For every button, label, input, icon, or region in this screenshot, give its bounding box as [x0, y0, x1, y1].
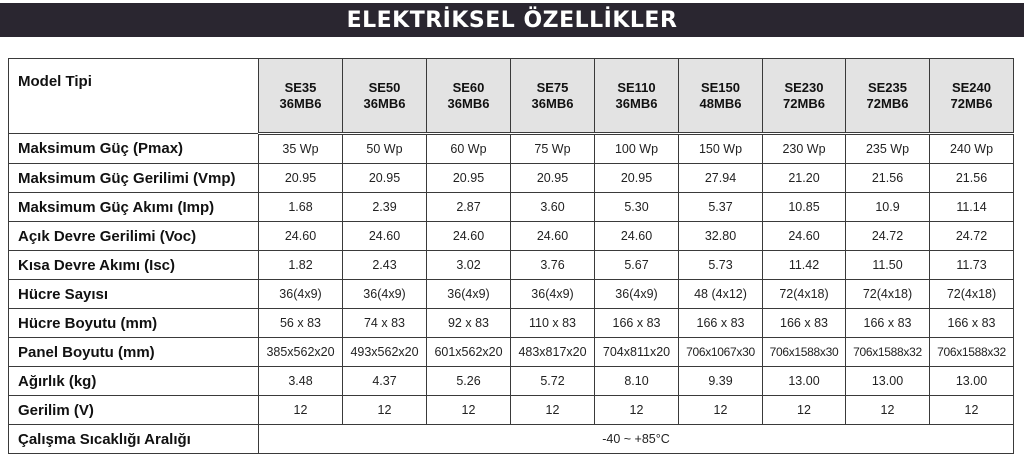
- spec-value: 1.68: [259, 193, 343, 222]
- spec-value: 20.95: [259, 164, 343, 193]
- model-type-label: Model Tipi: [9, 59, 259, 134]
- spec-value: 11.73: [930, 251, 1014, 280]
- spec-value: 20.95: [595, 164, 679, 193]
- model-header-cell: [679, 59, 763, 134]
- spec-value: 36(4x9): [259, 280, 343, 309]
- spec-value: 36(4x9): [511, 280, 595, 309]
- spec-value: 8.10: [595, 367, 679, 396]
- spec-value: 24.60: [427, 222, 511, 251]
- spec-value: 75 Wp: [511, 134, 595, 164]
- spec-value: 20.95: [511, 164, 595, 193]
- spec-value: 48 (4x12): [679, 280, 763, 309]
- spec-value: 12: [595, 396, 679, 425]
- spec-value: 13.00: [763, 367, 846, 396]
- spec-value: 12: [511, 396, 595, 425]
- spec-row: [9, 309, 1014, 338]
- spec-row: [9, 164, 1014, 193]
- model-header-cell: [427, 59, 511, 134]
- spec-value: 5.30: [595, 193, 679, 222]
- model-code: SE110: [617, 79, 656, 95]
- spec-value: 3.02: [427, 251, 511, 280]
- spec-value: 166 x 83: [846, 309, 930, 338]
- spec-value: 20.95: [343, 164, 427, 193]
- model-variant: 72MB6: [866, 95, 909, 111]
- model-variant: 72MB6: [950, 95, 993, 111]
- spec-value: 3.48: [259, 367, 343, 396]
- model-code: SE75: [536, 79, 569, 95]
- model-header-cell: [511, 59, 595, 134]
- spec-value: 24.60: [763, 222, 846, 251]
- model-variant: 36MB6: [279, 95, 322, 111]
- spec-value: 240 Wp: [930, 134, 1014, 164]
- model-variant: 36MB6: [363, 95, 406, 111]
- spec-value: 24.60: [343, 222, 427, 251]
- spec-value: 706x1588x32: [846, 338, 930, 367]
- spec-value: 166 x 83: [679, 309, 763, 338]
- model-variant: 72MB6: [783, 95, 825, 111]
- spec-value: 21.56: [930, 164, 1014, 193]
- spec-label: Açık Devre Gerilimi (Voc): [9, 222, 259, 251]
- temperature-value: -40 ~ +85°C: [259, 425, 1014, 454]
- spec-value: 56 x 83: [259, 309, 343, 338]
- model-code: SE150: [700, 79, 741, 95]
- spec-value: 4.37: [343, 367, 427, 396]
- spec-value: 12: [930, 396, 1014, 425]
- spec-value: 235 Wp: [846, 134, 930, 164]
- spec-value: 36(4x9): [343, 280, 427, 309]
- spec-label: Maksimum Güç Akımı (Imp): [9, 193, 259, 222]
- model-variant: 36MB6: [531, 95, 574, 111]
- spec-value: 100 Wp: [595, 134, 679, 164]
- temperature-label: Çalışma Sıcaklığı Aralığı: [9, 425, 259, 454]
- spec-value: 9.39: [679, 367, 763, 396]
- spec-value: 35 Wp: [259, 134, 343, 164]
- spec-value: 3.76: [511, 251, 595, 280]
- spec-value: 3.60: [511, 193, 595, 222]
- spec-value: 2.39: [343, 193, 427, 222]
- spec-value: 5.67: [595, 251, 679, 280]
- model-header-cell: [259, 59, 343, 134]
- spec-value: 11.14: [930, 193, 1014, 222]
- spec-value: 24.60: [511, 222, 595, 251]
- model-code: SE35: [284, 79, 317, 95]
- spec-row: [9, 396, 1014, 425]
- spec-row: [9, 134, 1014, 164]
- spec-value: 92 x 83: [427, 309, 511, 338]
- spec-value: 50 Wp: [343, 134, 427, 164]
- spec-row: [9, 193, 1014, 222]
- spec-value: 166 x 83: [930, 309, 1014, 338]
- spec-value: 150 Wp: [679, 134, 763, 164]
- spec-value: 2.43: [343, 251, 427, 280]
- spec-label: Maksimum Güç Gerilimi (Vmp): [9, 164, 259, 193]
- spec-value: 24.60: [259, 222, 343, 251]
- spec-value: 5.37: [679, 193, 763, 222]
- model-header-cell: [846, 59, 930, 134]
- spec-value: 12: [846, 396, 930, 425]
- spec-value: 166 x 83: [595, 309, 679, 338]
- model-header-cell: [343, 59, 427, 134]
- spec-label: Panel Boyutu (mm): [9, 338, 259, 367]
- spec-value: 12: [427, 396, 511, 425]
- spec-value: 493x562x20: [343, 338, 427, 367]
- spec-value: 21.20: [763, 164, 846, 193]
- spec-value: 24.72: [930, 222, 1014, 251]
- spec-value: 60 Wp: [427, 134, 511, 164]
- spec-value: 10.9: [846, 193, 930, 222]
- spec-value: 1.82: [259, 251, 343, 280]
- spec-value: 27.94: [679, 164, 763, 193]
- spec-value: 20.95: [427, 164, 511, 193]
- spec-value: 72(4x18): [930, 280, 1014, 309]
- spec-value: 706x1067x30: [679, 338, 763, 367]
- model-code: SE230: [784, 79, 824, 95]
- spec-value: 11.42: [763, 251, 846, 280]
- spec-value: 385x562x20: [259, 338, 343, 367]
- model-variant: 36MB6: [447, 95, 490, 111]
- spec-label: Gerilim (V): [9, 396, 259, 425]
- spec-value: 706x1588x30: [763, 338, 846, 367]
- spec-label: Ağırlık (kg): [9, 367, 259, 396]
- spec-value: 5.26: [427, 367, 511, 396]
- spec-value: 24.60: [595, 222, 679, 251]
- spec-value: 13.00: [846, 367, 930, 396]
- spec-value: 11.50: [846, 251, 930, 280]
- spec-label: Kısa Devre Akımı (Isc): [9, 251, 259, 280]
- electrical-specs-table: [8, 58, 1014, 454]
- model-header-cell: [763, 59, 846, 134]
- spec-label: Maksimum Güç (Pmax): [9, 134, 259, 164]
- spec-value: 706x1588x32: [930, 338, 1014, 367]
- spec-row: [9, 280, 1014, 309]
- spec-value: 32.80: [679, 222, 763, 251]
- spec-value: 483x817x20: [511, 338, 595, 367]
- model-variant: 36MB6: [615, 95, 658, 111]
- spec-value: 230 Wp: [763, 134, 846, 164]
- spec-value: 21.56: [846, 164, 930, 193]
- temperature-row: [9, 425, 1014, 454]
- spec-value: 12: [679, 396, 763, 425]
- spec-value: 5.73: [679, 251, 763, 280]
- model-header-cell: [595, 59, 679, 134]
- model-header-row: [9, 59, 1014, 134]
- model-variant: 48MB6: [699, 95, 742, 111]
- spec-value: 12: [343, 396, 427, 425]
- spec-value: 10.85: [763, 193, 846, 222]
- spec-value: 12: [763, 396, 846, 425]
- spec-value: 74 x 83: [343, 309, 427, 338]
- spec-row: [9, 338, 1014, 367]
- section-title: ELEKTRİKSEL ÖZELLİKLER: [0, 3, 1024, 37]
- spec-value: 2.87: [427, 193, 511, 222]
- spec-row: [9, 222, 1014, 251]
- model-code: SE50: [368, 79, 401, 95]
- spec-value: 12: [259, 396, 343, 425]
- spec-value: 166 x 83: [763, 309, 846, 338]
- spec-value: 704x811x20: [595, 338, 679, 367]
- model-code: SE235: [867, 79, 908, 95]
- spec-value: 36(4x9): [595, 280, 679, 309]
- spec-value: 36(4x9): [427, 280, 511, 309]
- spec-label: Hücre Boyutu (mm): [9, 309, 259, 338]
- model-header-cell: [930, 59, 1014, 134]
- spec-row: [9, 251, 1014, 280]
- spec-value: 13.00: [930, 367, 1014, 396]
- spec-label: Hücre Sayısı: [9, 280, 259, 309]
- model-code: SE60: [452, 79, 485, 95]
- spec-row: [9, 367, 1014, 396]
- spec-value: 110 x 83: [511, 309, 595, 338]
- spec-value: 72(4x18): [846, 280, 930, 309]
- spec-value: 24.72: [846, 222, 930, 251]
- model-code: SE240: [951, 79, 992, 95]
- spec-value: 601x562x20: [427, 338, 511, 367]
- spec-value: 72(4x18): [763, 280, 846, 309]
- spec-value: 5.72: [511, 367, 595, 396]
